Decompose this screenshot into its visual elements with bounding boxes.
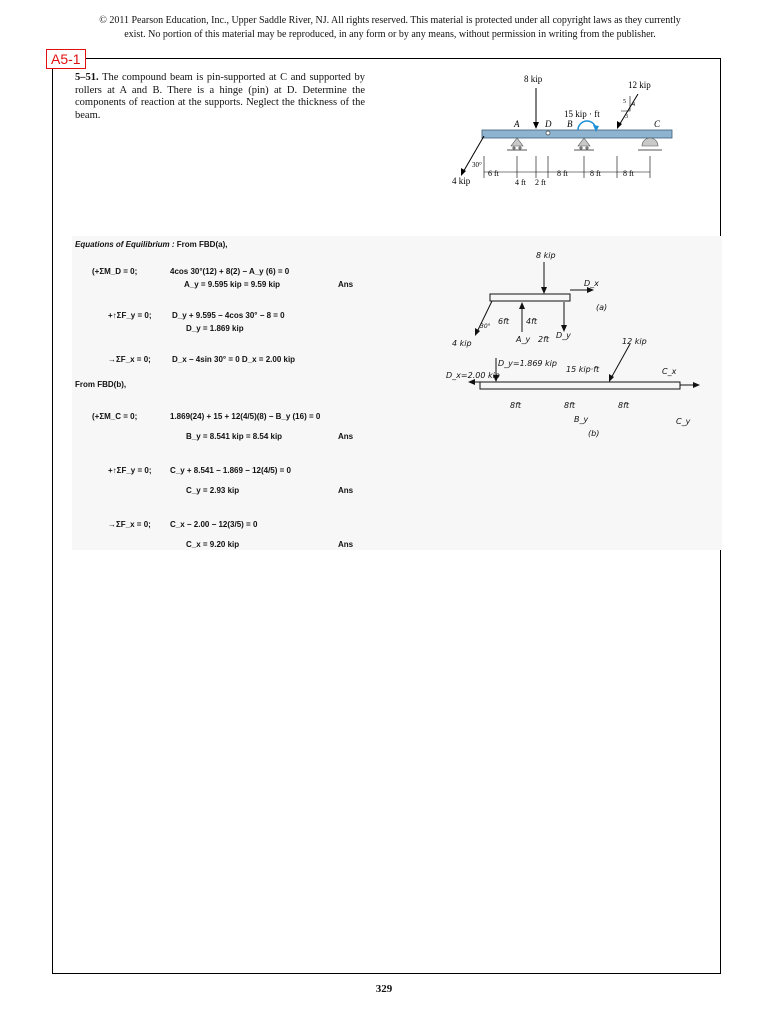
fbd-b-label: (b) — [588, 429, 600, 438]
point-a-label: A — [514, 119, 520, 129]
fbd-a-30: 30° — [480, 323, 491, 330]
fbd-a-ay: A_y — [516, 335, 531, 344]
tri-4: 4 — [632, 102, 635, 108]
eq5: C_y + 8.541 − 1.869 − 12(4/5) = 0 — [170, 466, 291, 475]
eq1: 4cos 30°(12) + 8(2) − A_y (6) = 0 — [170, 267, 290, 276]
point-c-label: C — [654, 119, 661, 129]
fbd-b-dy: D_y=1.869 kip — [498, 359, 557, 368]
fbd-b-dx: D_x=2.00 kip — [446, 371, 500, 380]
dim-4ft: 4 ft — [515, 178, 526, 187]
tri-5: 5 — [623, 99, 626, 105]
eq2-result: D_y = 1.869 kip — [186, 324, 244, 333]
eq5-result: C_y = 2.93 kip — [186, 486, 240, 495]
angle-30: 30° — [472, 161, 482, 169]
point-d-label: D — [545, 119, 552, 129]
eq4: 1.869(24) + 15 + 12(4/5)(8) − B_y (16) = 0 — [170, 412, 321, 421]
fbd-a-label: (a) — [596, 303, 608, 312]
heading-eq-equilibrium: Equations of Equilibrium : — [75, 240, 175, 249]
eq5-label: +↑ΣF_y = 0; — [108, 466, 152, 475]
fbd-b-moment: 15 kip·ft — [566, 365, 600, 374]
eq3: D_x − 4sin 30° = 0 D_x = 2.00 kip — [172, 355, 296, 364]
dim-6ft: 6 ft — [488, 169, 499, 178]
eq1-label: (+ΣM_D = 0; — [92, 267, 138, 276]
support-c — [638, 138, 662, 150]
hinge-d — [546, 131, 550, 135]
problem-number: 5–51. — [75, 72, 99, 83]
answer-1: Ans — [338, 280, 354, 289]
fbd-a-6ft: 6ft — [498, 317, 510, 326]
load-12kip-arrow — [618, 94, 638, 127]
moment-label: 15 kip · ft — [564, 109, 600, 119]
copyright-notice — [60, 14, 720, 42]
fbd-b-cy: C_y — [676, 417, 691, 426]
fbd-b-beam — [480, 382, 680, 389]
fbd-a-8kip: 8 kip — [536, 251, 556, 260]
heading-from-fbd-a: From FBD(a), — [176, 240, 228, 249]
dim-8ft-b: 8 ft — [590, 169, 601, 178]
fbd-b-8ft-b: 8ft — [564, 401, 576, 410]
support-a — [507, 138, 527, 150]
fbd-a-4ft: 4ft — [526, 317, 538, 326]
frame-top-border — [52, 58, 721, 59]
answer-6: Ans — [338, 540, 354, 549]
eq6-label: →ΣF_x = 0; — [108, 520, 151, 529]
frame-left-border — [52, 58, 53, 974]
tri-3: 3 — [625, 114, 628, 120]
beam-figure — [440, 70, 680, 195]
load-12kip-label: 12 kip — [628, 80, 651, 90]
fbd-a-dx: D_x — [584, 279, 599, 288]
eq2-label: +↑ΣF_y = 0; — [108, 311, 152, 320]
eq1-result: A_y = 9.595 kip = 9.59 kip — [184, 280, 281, 289]
eq3-label: →ΣF_x = 0; — [108, 355, 151, 364]
fbd-b-8ft-c: 8ft — [618, 401, 630, 410]
fbd-a-2ft: 2ft — [538, 335, 550, 344]
problem-tag: A5-1 — [46, 49, 86, 69]
eq6: C_x − 2.00 − 12(3/5) = 0 — [170, 520, 258, 529]
fbd-b-cx: C_x — [662, 367, 677, 376]
eq2: D_y + 9.595 − 4cos 30° − 8 = 0 — [172, 311, 285, 320]
point-b-label: B — [567, 119, 573, 129]
load-8kip-label: 8 kip — [524, 74, 543, 84]
problem-statement — [75, 72, 365, 122]
eq6-result: C_x = 9.20 kip — [186, 540, 240, 549]
dim-2ft: 2 ft — [535, 178, 546, 187]
page-number: 329 — [375, 983, 393, 995]
copyright-line-2: exist. No portion of this material may be reproduced, in any form or by any means, without permission in writing from the publisher. — [124, 29, 656, 40]
beam — [482, 130, 672, 138]
dim-8ft-c: 8 ft — [623, 169, 634, 178]
frame-bottom-border — [52, 973, 721, 974]
fbd-b-12kip: 12 kip — [622, 337, 647, 346]
fbd-a-dy: D_y — [556, 331, 571, 340]
answer-4: Ans — [338, 432, 354, 441]
fbd-a-beam — [490, 294, 570, 301]
fbd-sketches — [440, 240, 710, 450]
problem-text: The compound beam is pin-supported at C and supported by rollers at A and B. There is a hinge (pin) at D. Determine the components of reaction at the supports. Neglect the thickness of the beam. — [75, 72, 366, 121]
support-b — [574, 138, 594, 150]
fbd-a-4kip: 4 kip — [452, 339, 472, 348]
fbd-b-8ft-a: 8ft — [510, 401, 522, 410]
heading-fbd-a — [75, 240, 227, 249]
eq4-label: (+ΣM_C = 0; — [92, 412, 138, 421]
answer-5: Ans — [338, 486, 354, 495]
eq4-result: B_y = 8.541 kip = 8.54 kip — [186, 432, 283, 441]
dim-8ft-a: 8 ft — [557, 169, 568, 178]
load-4kip-label: 4 kip — [452, 176, 471, 186]
fbd-b-by: B_y — [574, 415, 589, 424]
copyright-line-1: © 2011 Pearson Education, Inc., Upper Saddle River, NJ. All rights reserved. This material is protected under all copyright laws as they currently — [99, 15, 681, 26]
heading-fbd-b: From FBD(b), — [75, 380, 127, 389]
